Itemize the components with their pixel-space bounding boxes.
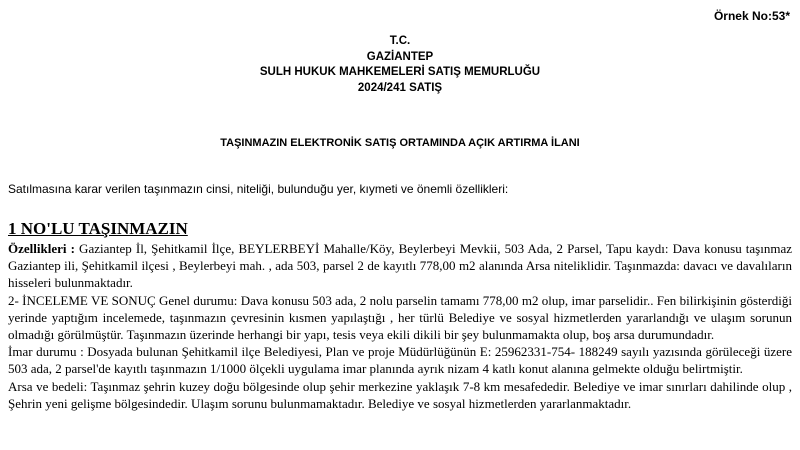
header-line-tc: T.C. bbox=[389, 35, 411, 47]
zoning-paragraph: İmar durumu : Dosyada bulunan Şehitkamil ilçe Belediyesi, Plan ve proje Müdürlüğünün E: 25962331-754- 188249 sayılı yazısında görüleceği üzere 503 ada, 2 parsel'de kayıtlı taşınmazın 1/1000 ölçekli uygulama imar planında ayrık nizam 4 katlı konut alanına gelmekte olduğu belirtmiştir. bbox=[8, 344, 792, 377]
features-paragraph bbox=[8, 240, 792, 292]
announcement-title: TAŞINMAZIN ELEKTRONİK SATIŞ ORTAMINDA AÇIK ARTIRMA İLANI bbox=[220, 137, 580, 149]
header-line-office: SULH HUKUK MAHKEMELERİ SATIŞ MEMURLUĞU bbox=[259, 66, 541, 78]
header-line-city: GAZİANTEP bbox=[366, 50, 434, 63]
inspection-paragraph: 2- İNCELEME VE SONUÇ Genel durumu: Dava konusu 503 ada, 2 nolu parselin tamamı 778,00 m2 olup, imar parselidir.. Fen bilirkişinin gösterdiği yerinde yaptığım incelemede, taşınmazın çevresinin kısmen yapılaştığı , her türlü Belediye ve sosyal hizmetlerden yararlandığı ve ulaşım sorunun olmadığı görülmüştür. Taşınmazın üzerinde herhangi bir yapı, tesis veya ekili dikili bir şey bulunmamakta olup, boş arsa durumundadır. bbox=[8, 292, 792, 343]
features-label: Özellikleri : bbox=[8, 241, 75, 256]
features-text: Gaziantep İl, Şehitkamil İlçe, BEYLERBEYİ Mahalle/Köy, Beylerbeyi Mevkii, 503 Ada, 2 Parsel, Tapu kaydı: Dava konusu taşınmaz Gaziantep ili, Şehitkamil ilçesi , Beylerbeyi mah. , ada 503, parsel 2 de kayıtlı 778,00 m2 alanında Arsa niteliklidir. Taşınmazda: davacı ve davalıların hisseleri bulunmaktadır. bbox=[8, 241, 793, 291]
intro-text: Satılmasına karar verilen taşınmazın cinsi, niteliği, bulunduğu yer, kıymeti ve önemli özellikleri: bbox=[8, 182, 509, 196]
value-paragraph: Arsa ve bedeli: Taşınmaz şehrin kuzey doğu bölgesinde olup şehir merkezine yaklaşık 7-8 km mesafededir. Belediye ve imar sınırları dahilinde olup , Şehrin yeni gelişme bölgesindedir. Ulaşım sorunu bulunmamaktadır. Belediye ve sosyal hizmetlerden yararlanmaktadır. bbox=[8, 378, 792, 411]
document-number: Örnek No:53* bbox=[713, 9, 790, 23]
court-header bbox=[0, 34, 800, 96]
property-title: 1 NO'LU TAŞINMAZIN bbox=[8, 219, 188, 238]
header-line-file-number: 2024/241 SATIŞ bbox=[357, 81, 443, 94]
property-section bbox=[8, 218, 792, 412]
